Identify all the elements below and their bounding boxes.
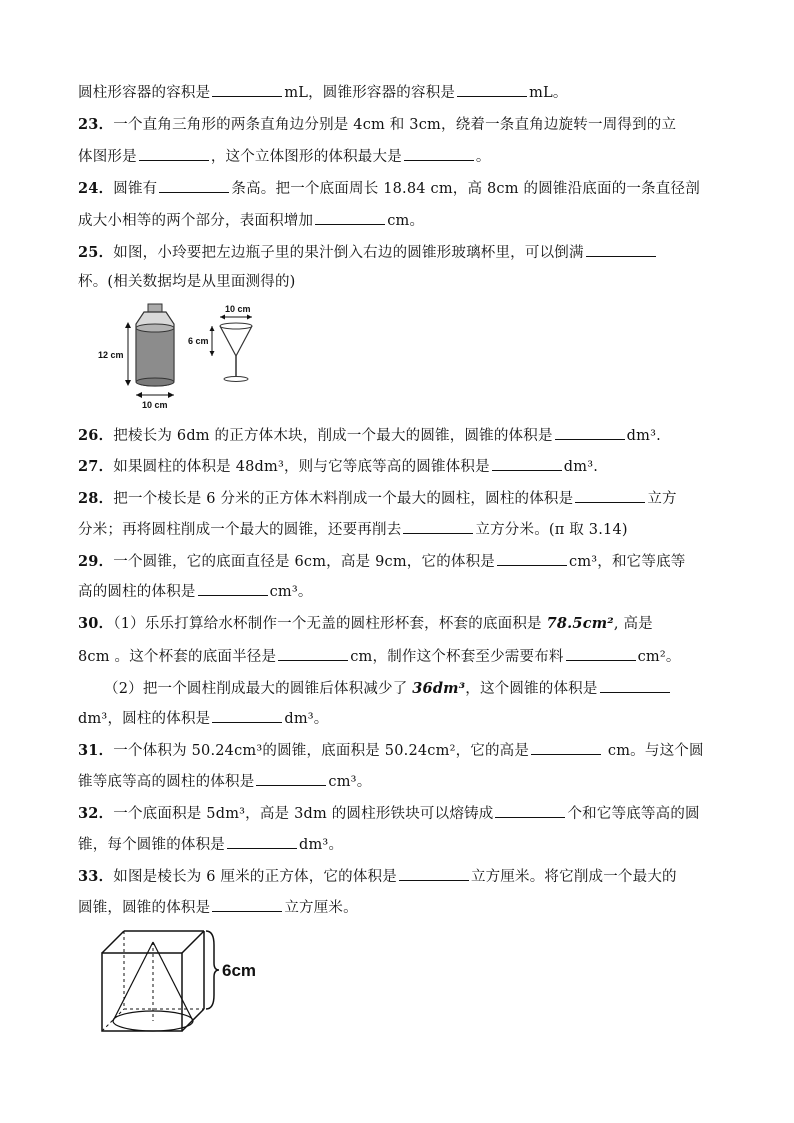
answer-blank[interactable] [212,897,282,912]
answer-blank[interactable] [227,834,297,849]
question-31: 31．一个体积为 50.24cm³的圆锥，底面积是 50.24cm²，它的高是 cm。与这个圆 [78,742,704,759]
answer-blank[interactable] [497,551,567,566]
answer-blank[interactable] [566,646,636,661]
question-30-part2-cont: dm³，圆柱的体积是 dm³。 [78,708,329,729]
question-31-cont: 锥等底等高的圆柱的体积是 cm³。 [78,771,371,792]
answer-blank[interactable] [159,178,229,193]
glass-height-label: 6 cm [188,336,209,346]
cone-icon [113,942,193,1031]
answer-blank[interactable] [399,866,469,881]
question-26: 26．把棱长为 6dm 的正方体木块，削成一个最大的圆锥，圆锥的体积是 dm³. [78,427,661,444]
question-23: 23．一个直角三角形的两条直角边分别是 4cm 和 3cm，绕着一条直角边旋转一周得到的立 [78,116,677,133]
bottle-width-label: 10 cm [142,400,168,410]
answer-blank[interactable] [315,210,385,225]
bottle-height-label: 12 cm [98,350,124,360]
answer-blank[interactable] [457,82,527,97]
line-01: 圆柱形容器的容积是 mL，圆锥形容器的容积是 mL。 [78,82,568,103]
question-29-cont: 高的圆柱的体积是 cm³。 [78,581,313,602]
question-32: 32．一个底面积是 5dm³，高是 3dm 的圆柱形铁块可以熔铸成 个和它等底等高的圆 [78,805,700,822]
question-32-cont: 锥，每个圆锥的体积是 dm³。 [78,834,343,855]
answer-blank[interactable] [575,488,645,503]
answer-blank[interactable] [212,708,282,723]
cube-edge-label: 6cm [222,961,257,980]
cube-cone-figure [96,925,286,1035]
answer-blank[interactable] [198,581,268,596]
question-33: 33．如图是棱长为 6 厘米的正方体，它的体积是 立方厘米。将它削成一个最大的 [78,868,677,885]
question-28: 28．把一个棱长是 6 分米的正方体木料削成一个最大的圆柱，圆柱的体积是 立方 [78,490,677,507]
glass-width-label: 10 cm [225,304,251,314]
question-25-cont: 杯。(相关数据均是从里面测得的) [78,274,296,290]
answer-blank[interactable] [139,146,209,161]
question-30-part2: （2）把一个圆柱削成最大的圆锥后体积减少了 36dm³，这个圆锥的体积是 [104,678,672,699]
answer-blank[interactable] [555,425,625,440]
question-30-cont: 8cm 。这个杯套的底面半径是 cm，制作这个杯套至少需要布料 cm²。 [78,646,681,667]
answer-blank[interactable] [278,646,348,661]
bottle-icon [136,304,174,386]
answer-blank[interactable] [531,740,601,755]
question-33-cont: 圆锥，圆锥的体积是 立方厘米。 [78,897,358,918]
question-29: 29．一个圆锥，它的底面直径是 6cm，高是 9cm，它的体积是 cm³，和它等底等 [78,553,686,570]
edge-brace-icon [206,931,219,1009]
question-24-cont: 成大小相等的两个部分，表面积增加 cm。 [78,210,424,231]
cone-glass-icon [220,323,252,382]
answer-blank[interactable] [600,678,670,693]
question-30: 30．（1）乐乐打算给水杯制作一个无盖的圆柱形杯套，杯套的底面积是 78.5cm², 高是 [78,615,653,632]
answer-blank[interactable] [586,242,656,257]
answer-blank[interactable] [404,146,474,161]
bottle-glass-figure [96,300,276,415]
answer-blank[interactable] [212,82,282,97]
question-28-cont: 分米；再将圆柱削成一个最大的圆锥，还要再削去 立方分米。(π 取 3.14) [78,519,628,540]
question-23-cont: 体图形是 ，这个立体图形的体积最大是 。 [78,146,491,167]
question-27: 27．如果圆柱的体积是 48dm³，则与它等底等高的圆锥体积是 dm³. [78,458,599,475]
answer-blank[interactable] [256,771,326,786]
question-24: 24．圆锥有 条高。把一个底面周长 18.84 cm，高 8cm 的圆锥沿底面的一条直径剖 [78,180,700,197]
answer-blank[interactable] [403,519,473,534]
answer-blank[interactable] [495,803,565,818]
answer-blank[interactable] [492,456,562,471]
question-25: 25．如图，小玲要把左边瓶子里的果汁倒入右边的圆锥形玻璃杯里，可以倒满 [78,242,658,263]
